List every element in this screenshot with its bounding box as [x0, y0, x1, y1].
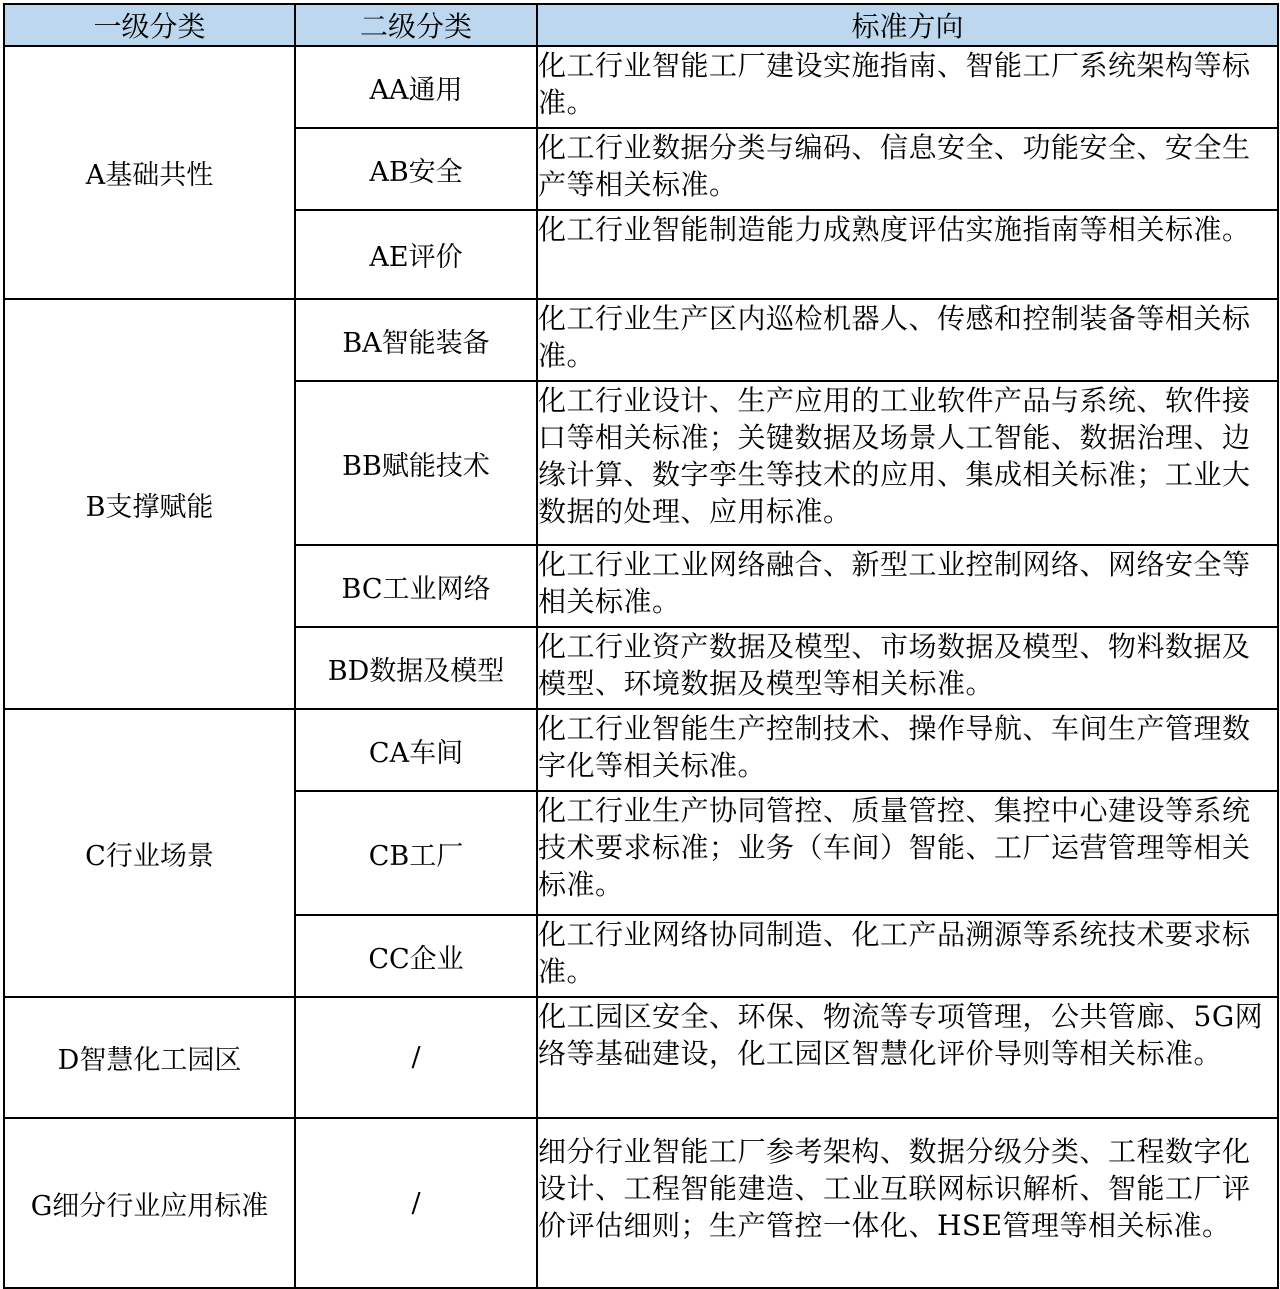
level1-cell: D智慧化工园区 — [4, 997, 295, 1118]
level2-cell: CC企业 — [295, 915, 537, 997]
direction-cell: 化工行业生产区内巡检机器人、传感和控制装备等相关标准。 — [537, 299, 1278, 381]
level2-cell: AA通用 — [295, 46, 537, 128]
level2-cell: BC工业网络 — [295, 545, 537, 627]
level2-cell: / — [295, 1118, 537, 1288]
direction-cell: 化工行业智能生产控制技术、操作导航、车间生产管理数字化等相关标准。 — [537, 709, 1278, 791]
level1-cell: G细分行业应用标准 — [4, 1118, 295, 1288]
level2-cell: CA车间 — [295, 709, 537, 791]
direction-cell: 化工行业资产数据及模型、市场数据及模型、物料数据及模型、环境数据及模型等相关标准。 — [537, 627, 1278, 709]
level1-cell: B支撑赋能 — [4, 299, 295, 709]
direction-cell: 化工行业生产协同管控、质量管控、集控中心建设等系统技术要求标准；业务（车间）智能、工厂运营管理等相关标准。 — [537, 791, 1278, 915]
standards-table — [3, 3, 1279, 1289]
level2-cell: BD数据及模型 — [295, 627, 537, 709]
table-row — [4, 997, 1278, 1118]
direction-cell: 细分行业智能工厂参考架构、数据分级分类、工程数字化设计、工程智能建造、工业互联网标识解析、智能工厂评价评估细则；生产管控一体化、HSE管理等相关标准。 — [537, 1118, 1278, 1288]
level2-cell: AB安全 — [295, 128, 537, 210]
table-row — [4, 299, 1278, 381]
level1-cell: C行业场景 — [4, 709, 295, 997]
header-row — [4, 4, 1278, 46]
table-row — [4, 709, 1278, 791]
header-level1: 一级分类 — [4, 4, 295, 46]
level2-cell: BB赋能技术 — [295, 381, 537, 545]
level2-cell: AE评价 — [295, 210, 537, 299]
direction-cell: 化工行业智能制造能力成熟度评估实施指南等相关标准。 — [537, 210, 1278, 299]
level2-cell: CB工厂 — [295, 791, 537, 915]
table-row — [4, 1118, 1278, 1288]
level1-cell: A基础共性 — [4, 46, 295, 299]
level2-cell: BA智能装备 — [295, 299, 537, 381]
header-direction: 标准方向 — [537, 4, 1278, 46]
direction-cell: 化工园区安全、环保、物流等专项管理，公共管廊、5G网络等基础建设，化工园区智慧化评价导则等相关标准。 — [537, 997, 1278, 1118]
direction-cell: 化工行业网络协同制造、化工产品溯源等系统技术要求标准。 — [537, 915, 1278, 997]
direction-cell: 化工行业智能工厂建设实施指南、智能工厂系统架构等标准。 — [537, 46, 1278, 128]
table-row — [4, 46, 1278, 128]
direction-cell: 化工行业数据分类与编码、信息安全、功能安全、安全生产等相关标准。 — [537, 128, 1278, 210]
direction-cell: 化工行业工业网络融合、新型工业控制网络、网络安全等相关标准。 — [537, 545, 1278, 627]
level2-cell: / — [295, 997, 537, 1118]
header-level2: 二级分类 — [295, 4, 537, 46]
direction-cell: 化工行业设计、生产应用的工业软件产品与系统、软件接口等相关标准；关键数据及场景人工智能、数据治理、边缘计算、数字孪生等技术的应用、集成相关标准；工业大数据的处理、应用标准。 — [537, 381, 1278, 545]
